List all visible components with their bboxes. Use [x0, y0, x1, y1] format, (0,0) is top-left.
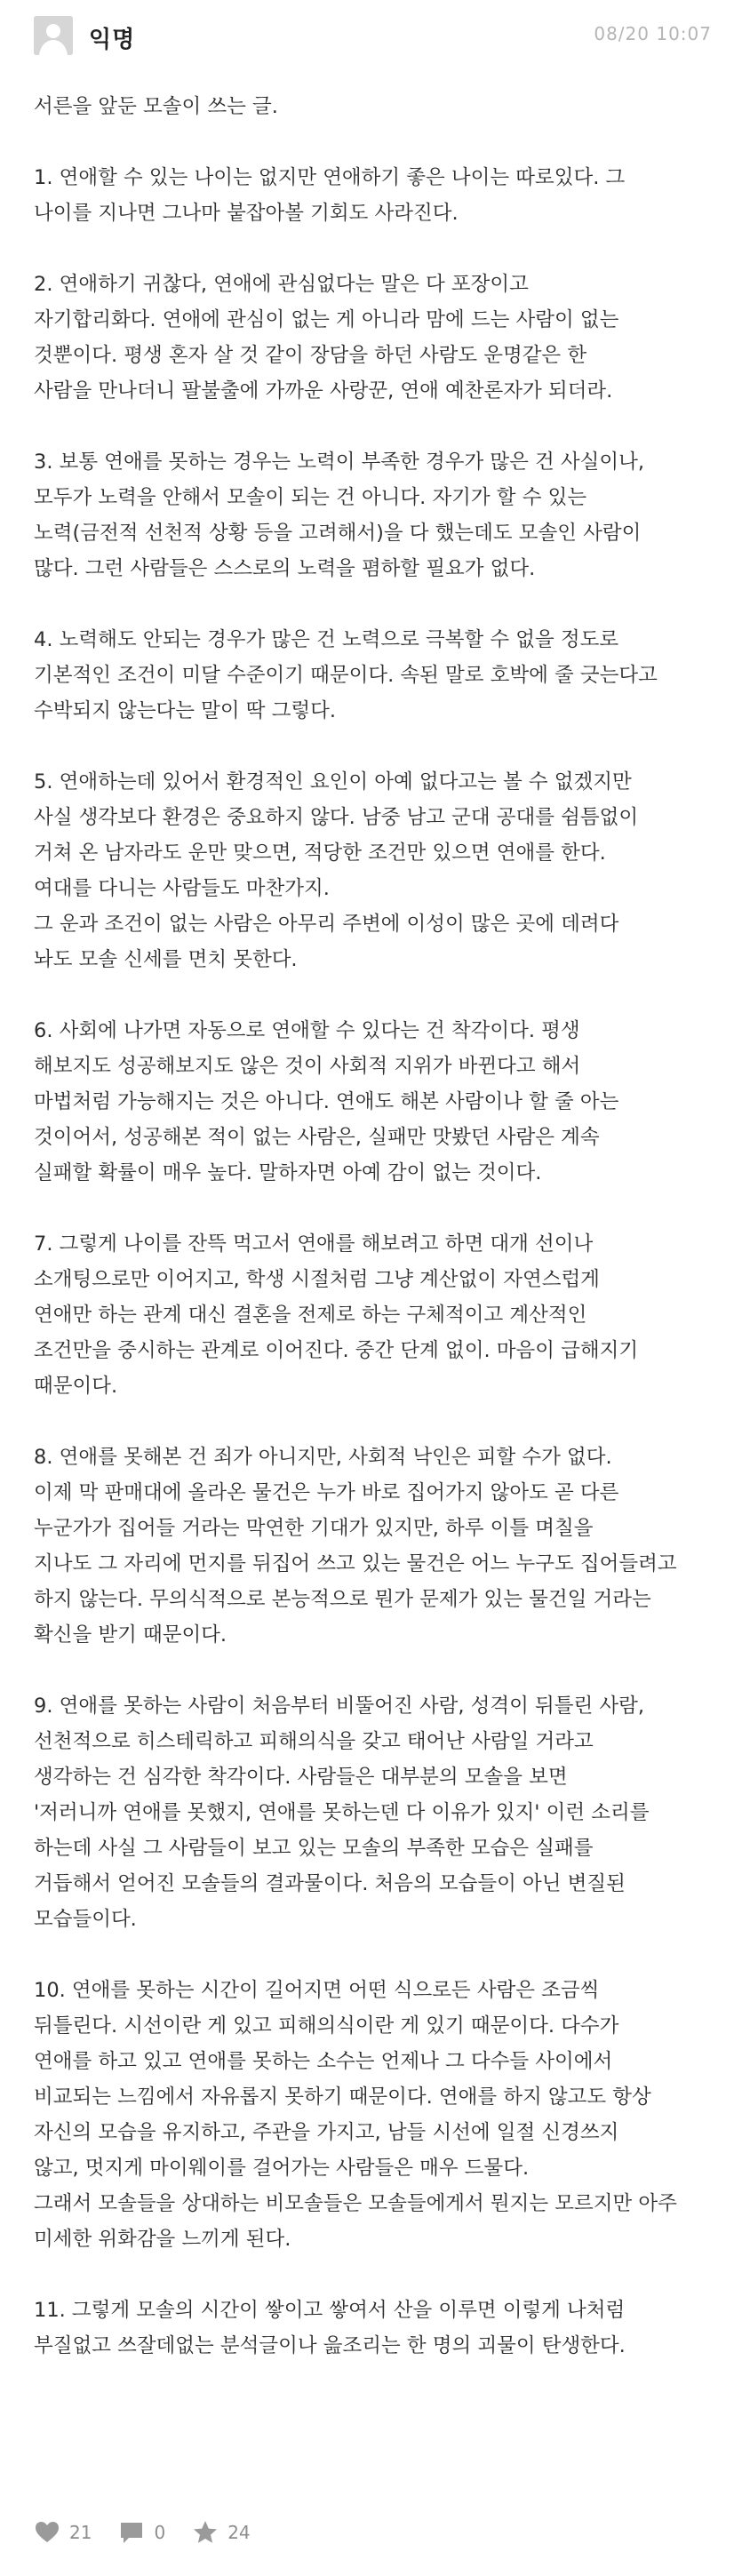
post-paragraph-3: 3. 보통 연애를 못하는 경우는 노력이 부족한 경우가 많은 건 사실이나, 모두가 노력을 안해서 모솔이 되는 건 아니다. 자기가 할 수 있는 노력(금전적 선천적 상황 등을 고려해서)을 다 했는데도 모솔인 사람이 많다. 그런 사람들은 스스로의 노력을 폄하할 필요가 없다.: [34, 451, 644, 580]
post-paragraph-1: 1. 연애할 수 있는 나이는 없지만 연애하기 좋은 나이는 따로있다. 그 나이를 지나면 그나마 붙잡아볼 기회도 사라진다.: [34, 166, 626, 225]
post-timestamp: 08/20 10:07: [594, 23, 712, 44]
comment-icon: [118, 2519, 145, 2546]
post-intro: 서른을 앞둔 모솔이 쓰는 글.: [34, 95, 278, 118]
post-stats-bar: [34, 2515, 277, 2550]
post-paragraph-4: 4. 노력해도 안되는 경우가 많은 건 노력으로 극복할 수 없을 정도로 기본적인 조건이 미달 수준이기 때문이다. 속된 말로 호박에 줄 긋는다고 수박되지 않는다는 말이 딱 그렇다.: [34, 628, 658, 722]
like-count: 21: [69, 2522, 92, 2543]
heart-icon: [34, 2519, 60, 2546]
like-button[interactable]: [34, 2519, 92, 2546]
star-icon: [192, 2519, 219, 2546]
post-paragraph-11: 11. 그렇게 모솔의 시간이 쌓이고 쌓여서 산을 이루면 이렇게 나처럼 부질없고 쓰잘데없는 분석글이나 읊조리는 한 명의 괴물이 탄생한다.: [34, 2299, 626, 2357]
user-avatar-icon: [34, 16, 73, 55]
post-paragraph-6: 6. 사회에 나가면 자동으로 연애할 수 있다는 건 착각이다. 평생 해보지도 성공해보지도 않은 것이 사회적 지위가 바뀐다고 해서 마법처럼 가능해지는 것은 아니다. 연애도 해본 사람이나 할 줄 아는 것이어서, 성공해본 적이 없는 사람은, 실패만 맛봤던 사람은 계속 실패할 확률이 매우 높다. 말하자면 아예 감이 없는 것이다.: [34, 1019, 619, 1184]
scrap-count: 24: [227, 2522, 251, 2543]
post-paragraph-10: 10. 연애를 못하는 시간이 길어지면 어떤 식으로든 사람은 조금씩 뒤틀린다. 시선이란 게 있고 피해의식이란 게 있기 때문이다. 다수가 연애를 하고 있고 연애를 못하는 소수는 언제나 그 다수들 사이에서 비교되는 느낌에서 자유롭지 못하기 때문이다. 연애를 하지 않고도 항상 자신의 모습을 유지하고, 주관을 가지고, 남들 시선에 일절 신경쓰지 않고, 멋지게 마이웨이를 걸어가는 사람들은 매우 드물다. 그래서 모솔들을 상대하는 비모솔들은 모솔들에게서 뭔지는 모르지만 아주 미세한 위화감을 느끼게 된다.: [34, 1979, 677, 2251]
post-paragraph-7: 7. 그렇게 나이를 잔뜩 먹고서 연애를 해보려고 하면 대개 선이나 소개팅으로만 이어지고, 학생 시절처럼 그냥 계산없이 자연스럽게 연애만 하는 관계 대신 결혼을 전제로 하는 구체적이고 계산적인 조건만을 중시하는 관계로 이어진다. 중간 단계 없이. 마음이 급해지기 때문이다.: [34, 1232, 639, 1398]
post-paragraph-2: 2. 연애하기 귀찮다, 연애에 관심없다는 말은 다 포장이고 자기합리화다. 연애에 관심이 없는 게 아니라 맘에 드는 사람이 없는 것뿐이다. 평생 혼자 살 것 같이 장담을 하던 사람도 운명같은 한 사람을 만나더니 팔불출에 가까운 사랑꾼, 연애 예찬론자가 되더라.: [34, 273, 619, 403]
author-name: 익명: [89, 27, 136, 53]
post-body: [34, 89, 718, 2399]
comment-count: 0: [154, 2522, 166, 2543]
post-paragraph-9: 9. 연애를 못하는 사람이 처음부터 비뚤어진 사람, 성격이 뒤틀린 사람, 선천적으로 히스테릭하고 피해의식을 갖고 태어난 사람일 거라고 생각하는 건 심각한 착각이다. 사람들은 대부분의 모솔을 보면 '저러니까 연애를 못했지, 연애를 못하는덴 다 이유가 있지' 이런 소리를 하는데 사실 그 사람들이 보고 있는 모솔의 부족한 모습은 실패를 거듭해서 얻어진 모솔들의 결과물이다. 처음의 모습들이 아닌 변질된 모습들이다.: [34, 1695, 650, 1931]
post-header: [0, 0, 742, 76]
scrap-button[interactable]: [192, 2519, 250, 2546]
comment-button[interactable]: [118, 2519, 165, 2546]
post-paragraph-8: 8. 연애를 못해본 건 죄가 아니지만, 사회적 낙인은 피할 수가 없다. 이제 막 판매대에 올라온 물건은 누가 바로 집어가지 않아도 곧 다른 누군가가 집어들 거라는 막연한 기대가 있지만, 하루 이틀 며칠을 지나도 그 자리에 먼지를 뒤집어 쓰고 있는 물건은 어느 누구도 집어들려고 하지 않는다. 무의식적으로 본능적으로 뭔가 문제가 있는 물건일 거라는 확신을 받기 때문이다.: [34, 1446, 677, 1647]
post-paragraph-5: 5. 연애하는데 있어서 환경적인 요인이 아예 없다고는 볼 수 없겠지만 사실 생각보다 환경은 중요하지 않다. 남중 남고 군대 공대를 쉼틈없이 거쳐 온 남자라도 운만 맞으면, 적당한 조건만 있으면 연애를 한다. 여대를 다니는 사람들도 마찬가지. 그 운과 조건이 없는 사람은 아무리 주변에 이성이 많은 곳에 데려다 놔도 모솔 신세를 면치 못한다.: [34, 770, 639, 971]
